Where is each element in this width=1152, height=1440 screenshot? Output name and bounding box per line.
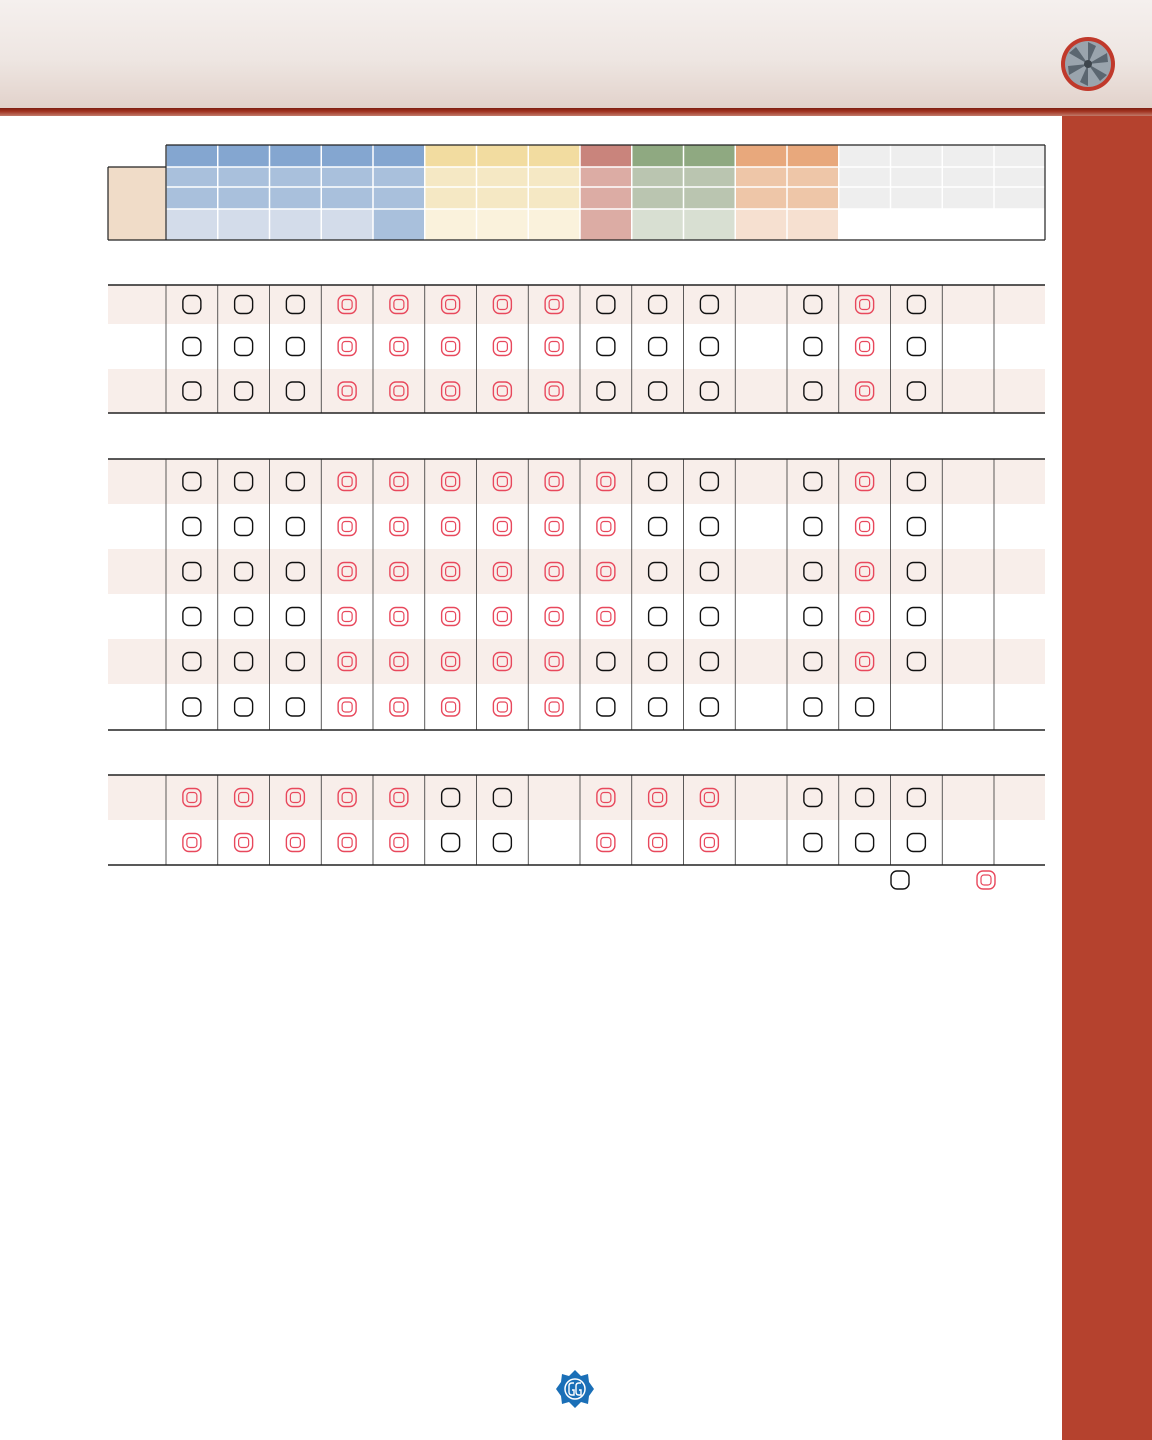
excellent-mark-outer — [856, 518, 874, 536]
excellent-mark-icon — [977, 871, 995, 889]
excellent-mark-icon — [856, 338, 874, 356]
excellent-mark-icon — [493, 608, 511, 626]
excellent-mark-icon — [286, 834, 304, 852]
excellent-mark-icon — [390, 518, 408, 536]
table-row — [108, 775, 1045, 820]
excellent-mark-outer — [338, 698, 356, 716]
good-mark-icon — [804, 834, 822, 852]
excellent-mark-outer — [338, 518, 356, 536]
excellent-mark-inner — [394, 702, 404, 712]
excellent-mark-outer — [390, 834, 408, 852]
excellent-mark-inner — [446, 522, 456, 532]
header-column-cell — [994, 209, 1046, 240]
excellent-mark-icon — [700, 834, 718, 852]
table-row — [108, 369, 1045, 413]
excellent-mark-outer — [493, 698, 511, 716]
excellent-mark-inner — [446, 342, 456, 352]
excellent-mark-icon — [390, 608, 408, 626]
excellent-mark-icon — [856, 518, 874, 536]
excellent-mark-icon — [493, 698, 511, 716]
good-mark-icon — [891, 871, 909, 889]
excellent-mark-inner — [497, 522, 507, 532]
good-mark-icon — [700, 338, 718, 356]
excellent-mark-inner — [601, 522, 611, 532]
excellent-mark-icon — [545, 338, 563, 356]
excellent-mark-outer — [442, 608, 460, 626]
header-subgroup-cell — [166, 167, 321, 187]
good-mark-icon — [286, 518, 304, 536]
excellent-mark-inner — [860, 522, 870, 532]
excellent-mark-inner — [549, 702, 559, 712]
header-column-cell — [684, 209, 736, 240]
excellent-mark-outer — [442, 338, 460, 356]
header-subgroup-cell — [580, 167, 632, 240]
excellent-mark-outer — [338, 834, 356, 852]
excellent-mark-outer — [597, 834, 615, 852]
good-mark-icon — [183, 338, 201, 356]
excellent-mark-inner — [704, 838, 714, 848]
header-column-cell — [270, 209, 322, 240]
excellent-mark-outer — [545, 518, 563, 536]
excellent-mark-outer — [545, 698, 563, 716]
table-body — [108, 285, 1045, 865]
excellent-mark-inner — [342, 342, 352, 352]
excellent-mark-inner — [342, 612, 352, 622]
excellent-mark-icon — [597, 608, 615, 626]
excellent-mark-outer — [597, 608, 615, 626]
header-subgroup-cell — [735, 167, 787, 209]
header-subgroup-cell — [218, 187, 270, 209]
excellent-mark-outer — [338, 338, 356, 356]
excellent-mark-outer — [390, 518, 408, 536]
excellent-mark-outer — [700, 834, 718, 852]
excellent-mark-outer — [442, 698, 460, 716]
excellent-mark-icon — [545, 608, 563, 626]
excellent-mark-icon — [338, 698, 356, 716]
excellent-mark-icon — [442, 608, 460, 626]
excellent-mark-inner — [497, 702, 507, 712]
header-column-cell — [218, 209, 270, 240]
table-row — [108, 285, 1045, 324]
excellent-mark-inner — [549, 342, 559, 352]
row-shading — [108, 459, 1045, 504]
header-group-band — [166, 145, 425, 167]
good-mark-icon — [235, 608, 253, 626]
header-column-cell — [477, 209, 529, 240]
excellent-mark-outer — [493, 608, 511, 626]
excellent-mark-outer — [545, 608, 563, 626]
excellent-mark-inner — [601, 838, 611, 848]
excellent-mark-outer — [442, 518, 460, 536]
excellent-mark-outer — [235, 834, 253, 852]
excellent-mark-icon — [390, 698, 408, 716]
header-corner-cell — [108, 167, 166, 240]
excellent-mark-outer — [856, 338, 874, 356]
excellent-mark-icon — [390, 834, 408, 852]
table-row — [183, 608, 926, 626]
header-group-band — [425, 145, 580, 167]
good-mark-icon — [856, 834, 874, 852]
good-mark-icon — [804, 338, 822, 356]
table-row — [108, 549, 1045, 594]
header-column-cell — [735, 209, 787, 240]
excellent-mark-inner — [981, 875, 991, 885]
good-mark-icon — [493, 834, 511, 852]
excellent-mark-outer — [286, 834, 304, 852]
excellent-mark-icon — [493, 338, 511, 356]
excellent-mark-icon — [338, 518, 356, 536]
good-mark-icon — [804, 698, 822, 716]
legend — [891, 871, 995, 889]
header-column-cell — [321, 209, 373, 240]
excellent-mark-icon — [545, 698, 563, 716]
good-mark-icon — [183, 518, 201, 536]
excellent-mark-inner — [497, 612, 507, 622]
excellent-mark-icon — [390, 338, 408, 356]
good-mark-icon — [700, 698, 718, 716]
excellent-mark-outer — [597, 518, 615, 536]
good-mark-icon — [700, 608, 718, 626]
good-mark-icon — [235, 698, 253, 716]
excellent-mark-icon — [338, 834, 356, 852]
excellent-mark-inner — [860, 612, 870, 622]
good-mark-icon — [286, 698, 304, 716]
good-mark-icon — [907, 518, 925, 536]
excellent-mark-inner — [187, 838, 197, 848]
excellent-mark-inner — [239, 838, 249, 848]
excellent-mark-inner — [394, 838, 404, 848]
good-mark-icon — [286, 338, 304, 356]
excellent-mark-outer — [493, 338, 511, 356]
header-column-cell — [787, 209, 839, 240]
excellent-mark-icon — [493, 518, 511, 536]
good-mark-icon — [183, 698, 201, 716]
excellent-mark-outer — [545, 338, 563, 356]
excellent-mark-outer — [390, 608, 408, 626]
header-column-cell — [425, 209, 477, 240]
excellent-mark-outer — [977, 871, 995, 889]
excellent-mark-inner — [394, 342, 404, 352]
good-mark-icon — [235, 338, 253, 356]
header-subgroup-cell — [425, 167, 580, 209]
good-mark-icon — [907, 608, 925, 626]
table-header — [108, 145, 1046, 240]
excellent-mark-icon — [442, 698, 460, 716]
header-subgroup-cell — [373, 167, 425, 240]
header-column-cell — [839, 209, 891, 240]
good-mark-icon — [649, 698, 667, 716]
good-mark-icon — [649, 338, 667, 356]
good-mark-icon — [907, 834, 925, 852]
good-mark-icon — [597, 338, 615, 356]
table-row — [108, 639, 1045, 684]
excellent-mark-inner — [394, 522, 404, 532]
table-section — [108, 775, 1045, 865]
excellent-mark-icon — [338, 608, 356, 626]
header-subgroup-cell — [270, 187, 322, 209]
table-section — [108, 285, 1045, 413]
header-column-cell — [891, 209, 943, 240]
good-mark-icon — [442, 834, 460, 852]
excellent-mark-icon — [235, 834, 253, 852]
excellent-mark-inner — [342, 838, 352, 848]
header-subgroup-cell — [321, 167, 373, 209]
excellent-mark-inner — [342, 522, 352, 532]
good-mark-icon — [235, 518, 253, 536]
row-shading — [108, 639, 1045, 684]
excellent-mark-outer — [338, 608, 356, 626]
header-column-cell — [166, 209, 218, 240]
excellent-mark-inner — [342, 702, 352, 712]
excellent-mark-icon — [597, 518, 615, 536]
excellent-mark-outer — [493, 518, 511, 536]
header-column-cell — [942, 209, 994, 240]
good-mark-icon — [856, 698, 874, 716]
header-group-band — [580, 145, 632, 167]
excellent-mark-icon — [856, 608, 874, 626]
table-row — [183, 834, 926, 852]
good-mark-icon — [286, 608, 304, 626]
excellent-mark-inner — [497, 342, 507, 352]
excellent-mark-inner — [549, 612, 559, 622]
excellent-mark-icon — [442, 338, 460, 356]
header-column-cell — [632, 209, 684, 240]
good-mark-icon — [597, 698, 615, 716]
excellent-mark-outer — [390, 338, 408, 356]
excellent-mark-inner — [290, 838, 300, 848]
header-column-cell — [528, 209, 580, 240]
excellent-mark-icon — [545, 518, 563, 536]
good-mark-icon — [804, 608, 822, 626]
excellent-mark-icon — [597, 834, 615, 852]
excellent-mark-icon — [442, 518, 460, 536]
table-row — [183, 338, 926, 356]
excellent-mark-inner — [653, 838, 663, 848]
excellent-mark-inner — [394, 612, 404, 622]
row-shading — [108, 549, 1045, 594]
excellent-mark-outer — [183, 834, 201, 852]
header-subgroup-cell — [166, 187, 218, 209]
good-mark-icon — [649, 608, 667, 626]
excellent-mark-outer — [856, 608, 874, 626]
row-shading — [108, 369, 1045, 413]
good-mark-icon — [907, 338, 925, 356]
good-mark-icon — [804, 518, 822, 536]
table-row — [108, 459, 1045, 504]
good-mark-icon — [649, 518, 667, 536]
good-mark-icon — [183, 608, 201, 626]
excellent-mark-outer — [390, 698, 408, 716]
excellent-mark-icon — [183, 834, 201, 852]
good-mark-icon — [700, 518, 718, 536]
excellent-mark-inner — [549, 522, 559, 532]
osg-logo-icon — [555, 1369, 595, 1409]
table-section — [108, 459, 1045, 730]
excellent-mark-inner — [446, 612, 456, 622]
row-shading — [108, 285, 1045, 324]
excellent-mark-outer — [649, 834, 667, 852]
excellent-mark-icon — [338, 338, 356, 356]
excellent-mark-icon — [649, 834, 667, 852]
table-row — [183, 518, 926, 536]
excellent-mark-inner — [601, 612, 611, 622]
excellent-mark-inner — [860, 342, 870, 352]
excellent-mark-inner — [446, 702, 456, 712]
header-subgroup-cell — [787, 167, 839, 209]
